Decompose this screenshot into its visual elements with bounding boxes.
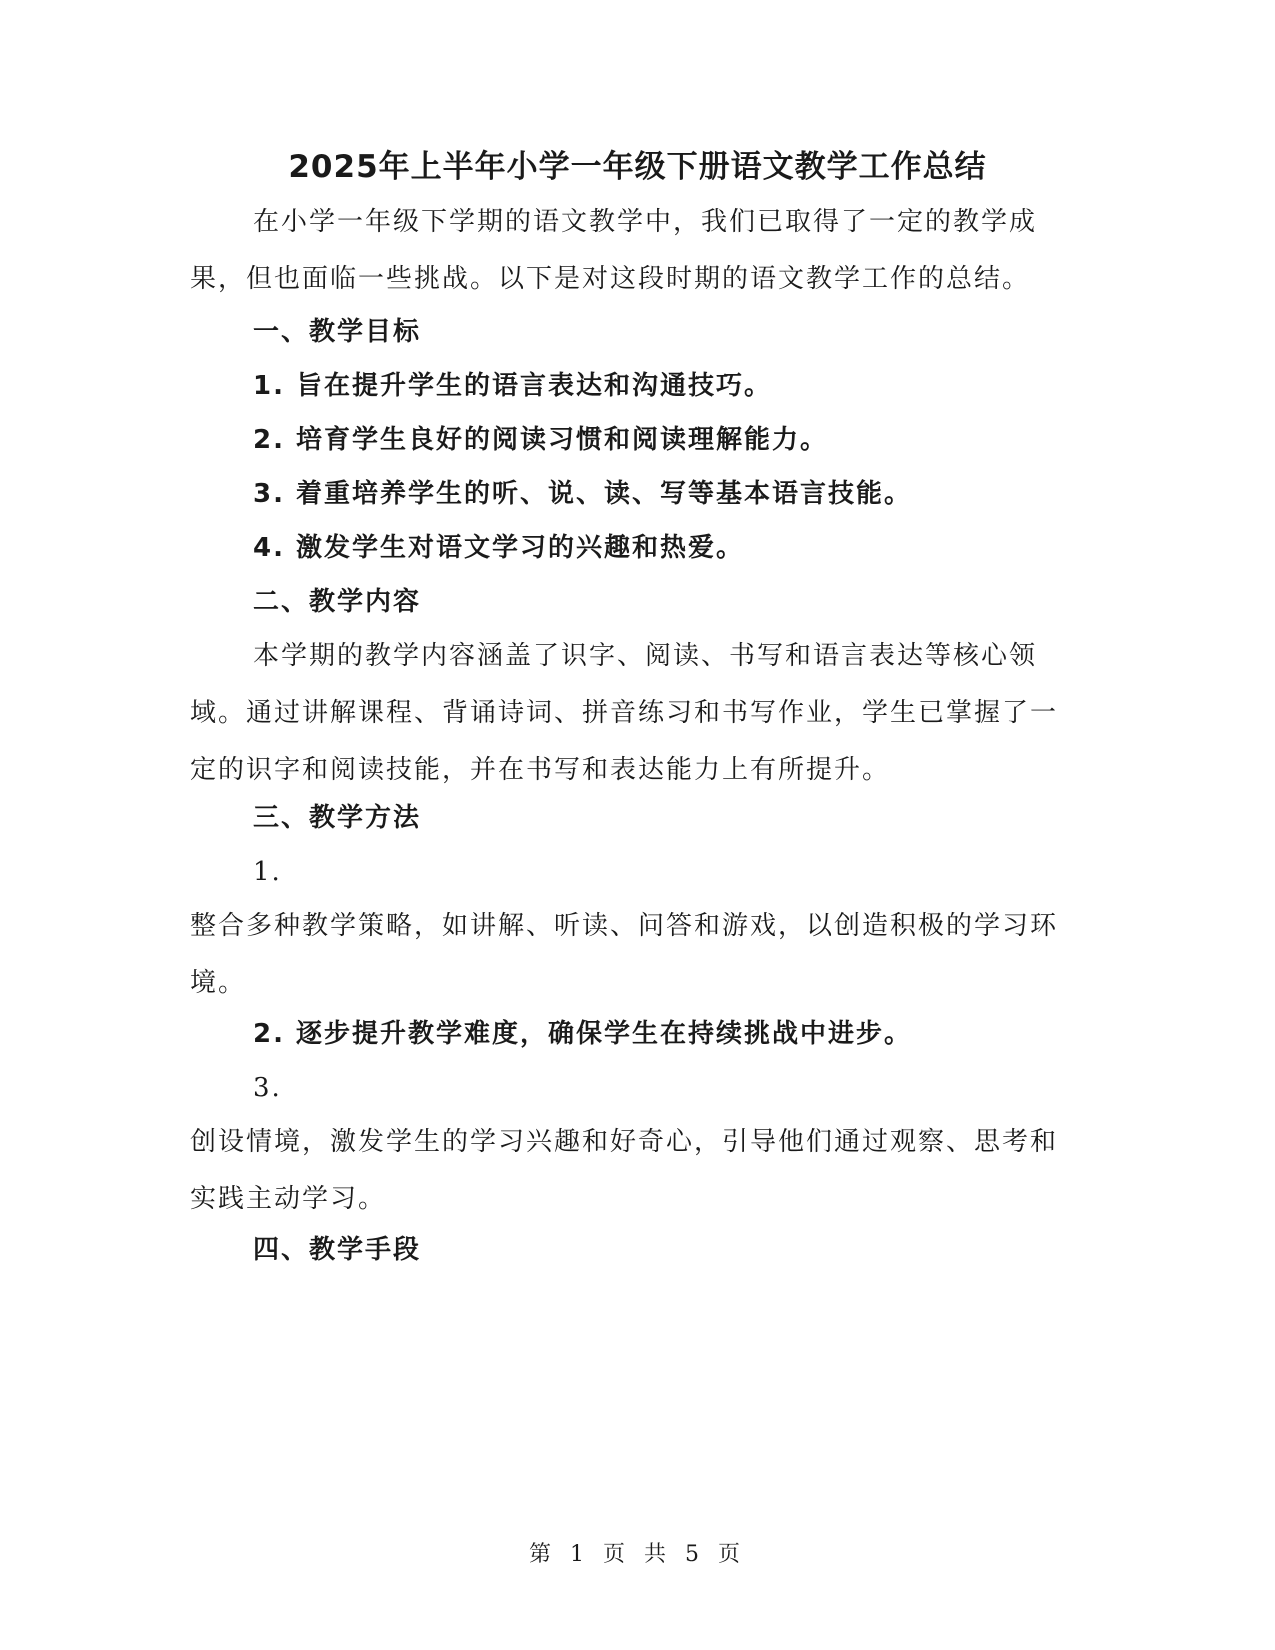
intro-paragraph: 在小学一年级下学期的语文教学中，我们已取得了一定的教学成果，但也面临一些挑战。以下是对这段时期的语文教学工作的总结。 [190,207,1038,294]
method-item-3-number: 3. [253,1073,282,1103]
section4-heading: 四、教学手段 [253,1235,422,1265]
goal-item-3: 3. 着重培养学生的听、说、读、写等基本语言技能。 [253,479,913,509]
section3-heading: 三、教学方法 [253,803,422,833]
method-item-2: 2. 逐步提升教学难度，确保学生在持续挑战中进步。 [253,1019,913,1049]
method-item-1-number: 1. [253,857,282,887]
method-item-1-text: 整合多种教学策略，如讲解、听读、问答和游戏，以创造积极的学习环境。 [190,911,1059,998]
section2-heading: 二、教学内容 [253,587,422,617]
goal-item-2: 2. 培育学生良好的阅读习惯和阅读理解能力。 [253,425,829,455]
goal-item-1: 1. 旨在提升学生的语言表达和沟通技巧。 [253,371,773,401]
goal-item-4: 4. 激发学生对语文学习的兴趣和热爱。 [253,533,745,563]
section1-heading: 一、教学目标 [253,317,422,347]
section2-body: 本学期的教学内容涵盖了识字、阅读、书写和语言表达等核心领域。通过讲解课程、背诵诗词、拼音练习和书写作业，学生已掌握了一定的识字和阅读技能，并在书写和表达能力上有所提升。 [190,641,1059,785]
page-number-footer: 第 1 页 共 5 页 [529,1542,746,1567]
document-title: 2025年上半年小学一年级下册语文教学工作总结 [288,149,987,185]
method-item-3-text: 创设情境，激发学生的学习兴趣和好奇心，引导他们通过观察、思考和实践主动学习。 [190,1127,1059,1214]
